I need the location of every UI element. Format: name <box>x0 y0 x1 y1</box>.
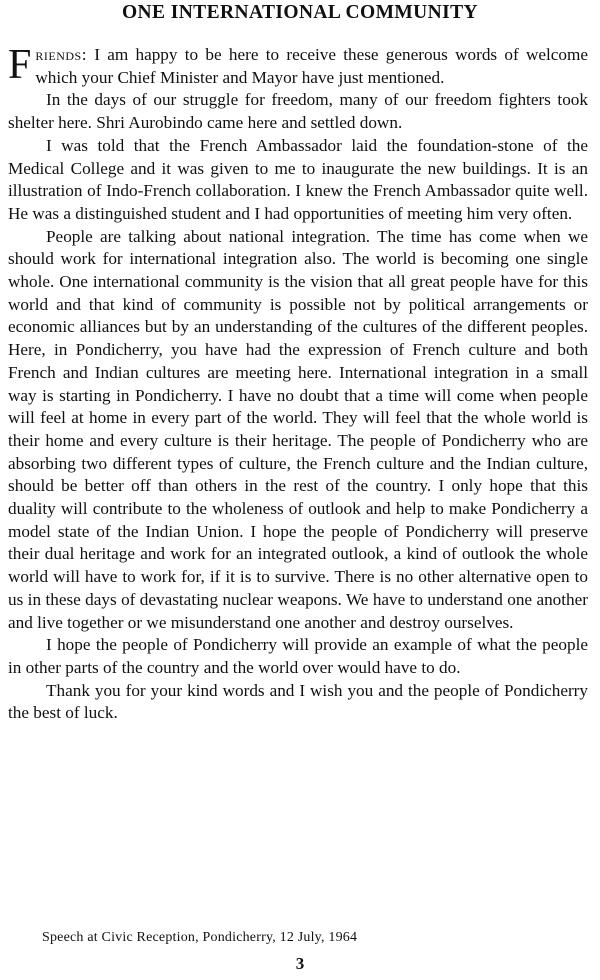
speech-body <box>8 44 588 725</box>
opening-text: I am happy to be here to receive these generous words of welcome which your Chief Minister and Mayor have just mentioned. <box>35 45 588 87</box>
paragraph: In the days of our struggle for freedom, many of our freedom fighters took shelter here. Shri Aurobindo came here and settled down. <box>8 90 588 133</box>
page-number: 3 <box>295 954 305 973</box>
drop-cap: F <box>8 42 32 88</box>
paragraph: People are talking about national integration. The time has come when we should work for international integration also. The world is becoming one single whole. One international community is the vision that all great people have for this world and that kind of community is possible not by political arrangements or economic alliances but by an understanding of the cultures of the different peoples. Here, in Pondicherry, you have had the expression of French culture and both French and Indian cultures are meeting here. International integration in a small way is starting in Pondicherry. I have no doubt that a time will come when people will feel at home in every part of the world. They will feel that the whole world is their home and every culture is their heritage. The people of Pondicherry who are absorbing two different types of culture, the French culture and the Indian culture, should be better off than others in the rest of the country. I only hope that this duality will contribute to the wholeness of outlook and help to make Pondicherry a model state of the Indian Union. I hope the people of Pondicherry will preserve their dual heritage and work for an integrated outlook, a kind of outlook the whole world will have to work for, if it is to survive. There is no other alternative open to us in these days of devastating nuclear weapons. We have to understand one another and live together or we misunderstand one another and destroy ourselves. <box>8 226 588 632</box>
salutation-word: riends: <box>35 45 87 64</box>
source-note: Speech at Civic Reception, Pondicherry, 12 July, 1964 <box>42 930 358 945</box>
paragraph: I hope the people of Pondicherry will provide an example of what the people in other parts of the country and the world over would have to do. <box>8 635 588 677</box>
page-title: ONE INTERNATIONAL COMMUNITY <box>121 2 479 23</box>
paragraph: Thank you for your kind words and I wish you and the people of Pondicherry the best of luck. <box>8 680 588 723</box>
paragraph: I was told that the French Ambassador laid the foundation-stone of the Medical College and it was given to me to inaugurate the new buildings. It is an illustration of Indo-French collaboration. I knew the French Ambassador quite well. He was a distinguished student and I had opportunities of meeting him very often. <box>8 135 588 223</box>
paragraph-opening <box>8 44 588 89</box>
